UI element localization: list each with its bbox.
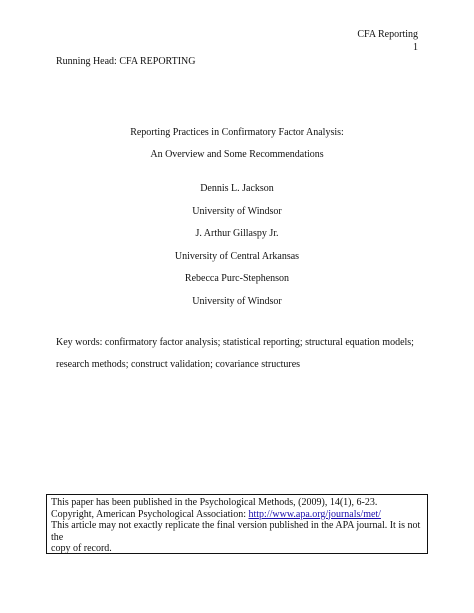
notice-line-1: This paper has been published in the Psychological Methods, (2009), 14(1), 6-23. (51, 497, 378, 508)
page-number: 1 (413, 42, 418, 53)
notice-line-3: This article may not exactly replicate the final version published in the APA journal. It is not the (51, 520, 421, 543)
author-name: J. Arthur Gillaspy Jr. (195, 228, 279, 239)
author-name: Dennis L. Jackson (200, 183, 274, 194)
author-affiliation: University of Central Arkansas (174, 250, 300, 262)
running-head: Running Head: CFA REPORTING (56, 56, 196, 67)
notice-line-4: copy of record. (51, 543, 112, 554)
author-name: Rebecca Purc-Stephenson (184, 273, 290, 284)
journal-link[interactable]: http://www.apa.org/journals/met/ (248, 508, 381, 520)
author-list (0, 178, 474, 313)
title-line-2: An Overview and Some Recommendations (150, 149, 324, 160)
paper-title (0, 122, 474, 166)
author-affiliation: University of Windsor (192, 295, 282, 307)
keywords-line-1: Key words: confirmatory factor analysis; statistical reporting; structural equation models; (56, 337, 414, 348)
publication-notice-box (46, 494, 428, 554)
notice-copyright-line (51, 509, 427, 521)
title-line-1: Reporting Practices in Confirmatory Factor Analysis: (130, 127, 344, 138)
keywords-line-2: research methods; construct validation; covariance structures (56, 358, 301, 370)
author-affiliation: University of Windsor (192, 205, 282, 217)
header-short-title: CFA Reporting (357, 29, 418, 40)
copyright-text: Copyright, American Psychological Association: (51, 508, 249, 520)
keywords-block (56, 332, 426, 375)
page-header (357, 28, 418, 54)
